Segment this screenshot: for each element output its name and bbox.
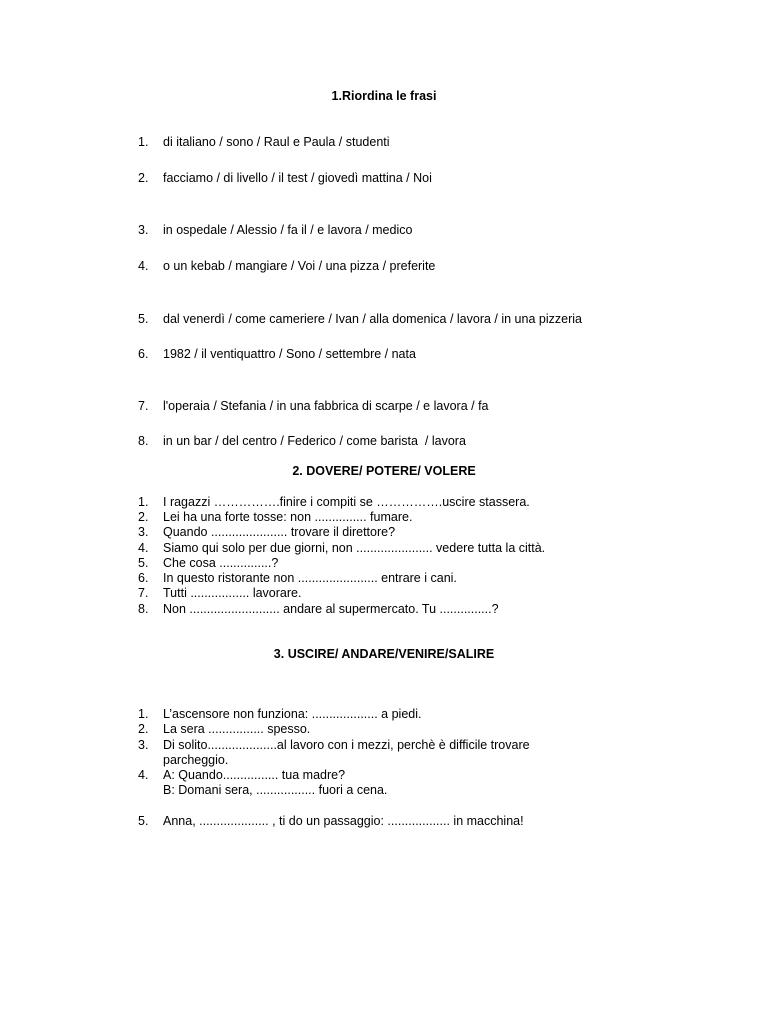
item-number: 5.	[138, 556, 149, 570]
section1-title: 1.Riordina le frasi	[331, 89, 437, 103]
item-number: 4.	[138, 768, 149, 782]
item-number: 3.	[138, 223, 149, 237]
item-number: 1.	[138, 707, 149, 721]
item-number: 8.	[138, 602, 149, 616]
item-text: dal venerdì / come cameriere / Ivan / alla domenica / lavora / in una pizzeria	[163, 312, 582, 326]
item-text: I ragazzi …………….finire i compiti se …………….uscire stassera.	[163, 495, 530, 509]
item-text: Non .......................... andare al supermercato. Tu ...............?	[163, 602, 499, 616]
item-number: 2.	[138, 171, 149, 185]
item-text: Lei ha una forte tosse: non ............... fumare.	[163, 510, 413, 524]
item-number: 3.	[138, 738, 149, 752]
item-text: facciamo / di livello / il test / giovedì mattina / Noi	[163, 171, 432, 185]
item-number: 1.	[138, 135, 149, 149]
item-number: 4.	[138, 259, 149, 273]
item-number: 5.	[138, 814, 149, 828]
item-text: di italiano / sono / Raul e Paula / studenti	[163, 135, 390, 149]
item-number: 7.	[138, 586, 149, 600]
item-text: In questo ristorante non ....................... entrare i cani.	[163, 571, 457, 585]
item-number: 5.	[138, 312, 149, 326]
item-number: 2.	[138, 510, 149, 524]
item-text: Che cosa ...............?	[163, 556, 279, 570]
item-text: in un bar / del centro / Federico / come barista / lavora	[163, 434, 466, 448]
item-text-continuation: parcheggio.	[163, 753, 229, 767]
item-text: Anna, .................... , ti do un passaggio: .................. in macchina!	[163, 814, 524, 828]
item-text-continuation: B: Domani sera, ................. fuori a cena.	[163, 783, 388, 797]
item-text: Di solito....................al lavoro con i mezzi, perchè è difficile trovare	[163, 738, 530, 752]
item-number: 2.	[138, 722, 149, 736]
item-text: o un kebab / mangiare / Voi / una pizza / preferite	[163, 259, 436, 273]
section2-title: 2. DOVERE/ POTERE/ VOLERE	[292, 464, 476, 478]
item-text: A: Quando................ tua madre?	[163, 768, 346, 782]
item-text: l'operaia / Stefania / in una fabbrica di scarpe / e lavora / fa	[163, 399, 489, 413]
item-number: 8.	[138, 434, 149, 448]
item-number: 1.	[138, 495, 149, 509]
section3-title: 3. USCIRE/ ANDARE/VENIRE/SALIRE	[273, 647, 495, 661]
item-text: 1982 / il ventiquattro / Sono / settembre / nata	[163, 347, 416, 361]
item-number: 7.	[138, 399, 149, 413]
item-text: La sera ................ spesso.	[163, 722, 311, 736]
item-number: 6.	[138, 571, 149, 585]
item-number: 4.	[138, 541, 149, 555]
item-text: Siamo qui solo per due giorni, non ...................... vedere tutta la città.	[163, 541, 546, 555]
item-text: L’ascensore non funziona: ................... a piedi.	[163, 707, 422, 721]
item-number: 6.	[138, 347, 149, 361]
item-text: in ospedale / Alessio / fa il / e lavora / medico	[163, 223, 413, 237]
item-number: 3.	[138, 525, 149, 539]
item-text: Tutti ................. lavorare.	[163, 586, 302, 600]
item-text: Quando ...................... trovare il direttore?	[163, 525, 396, 539]
